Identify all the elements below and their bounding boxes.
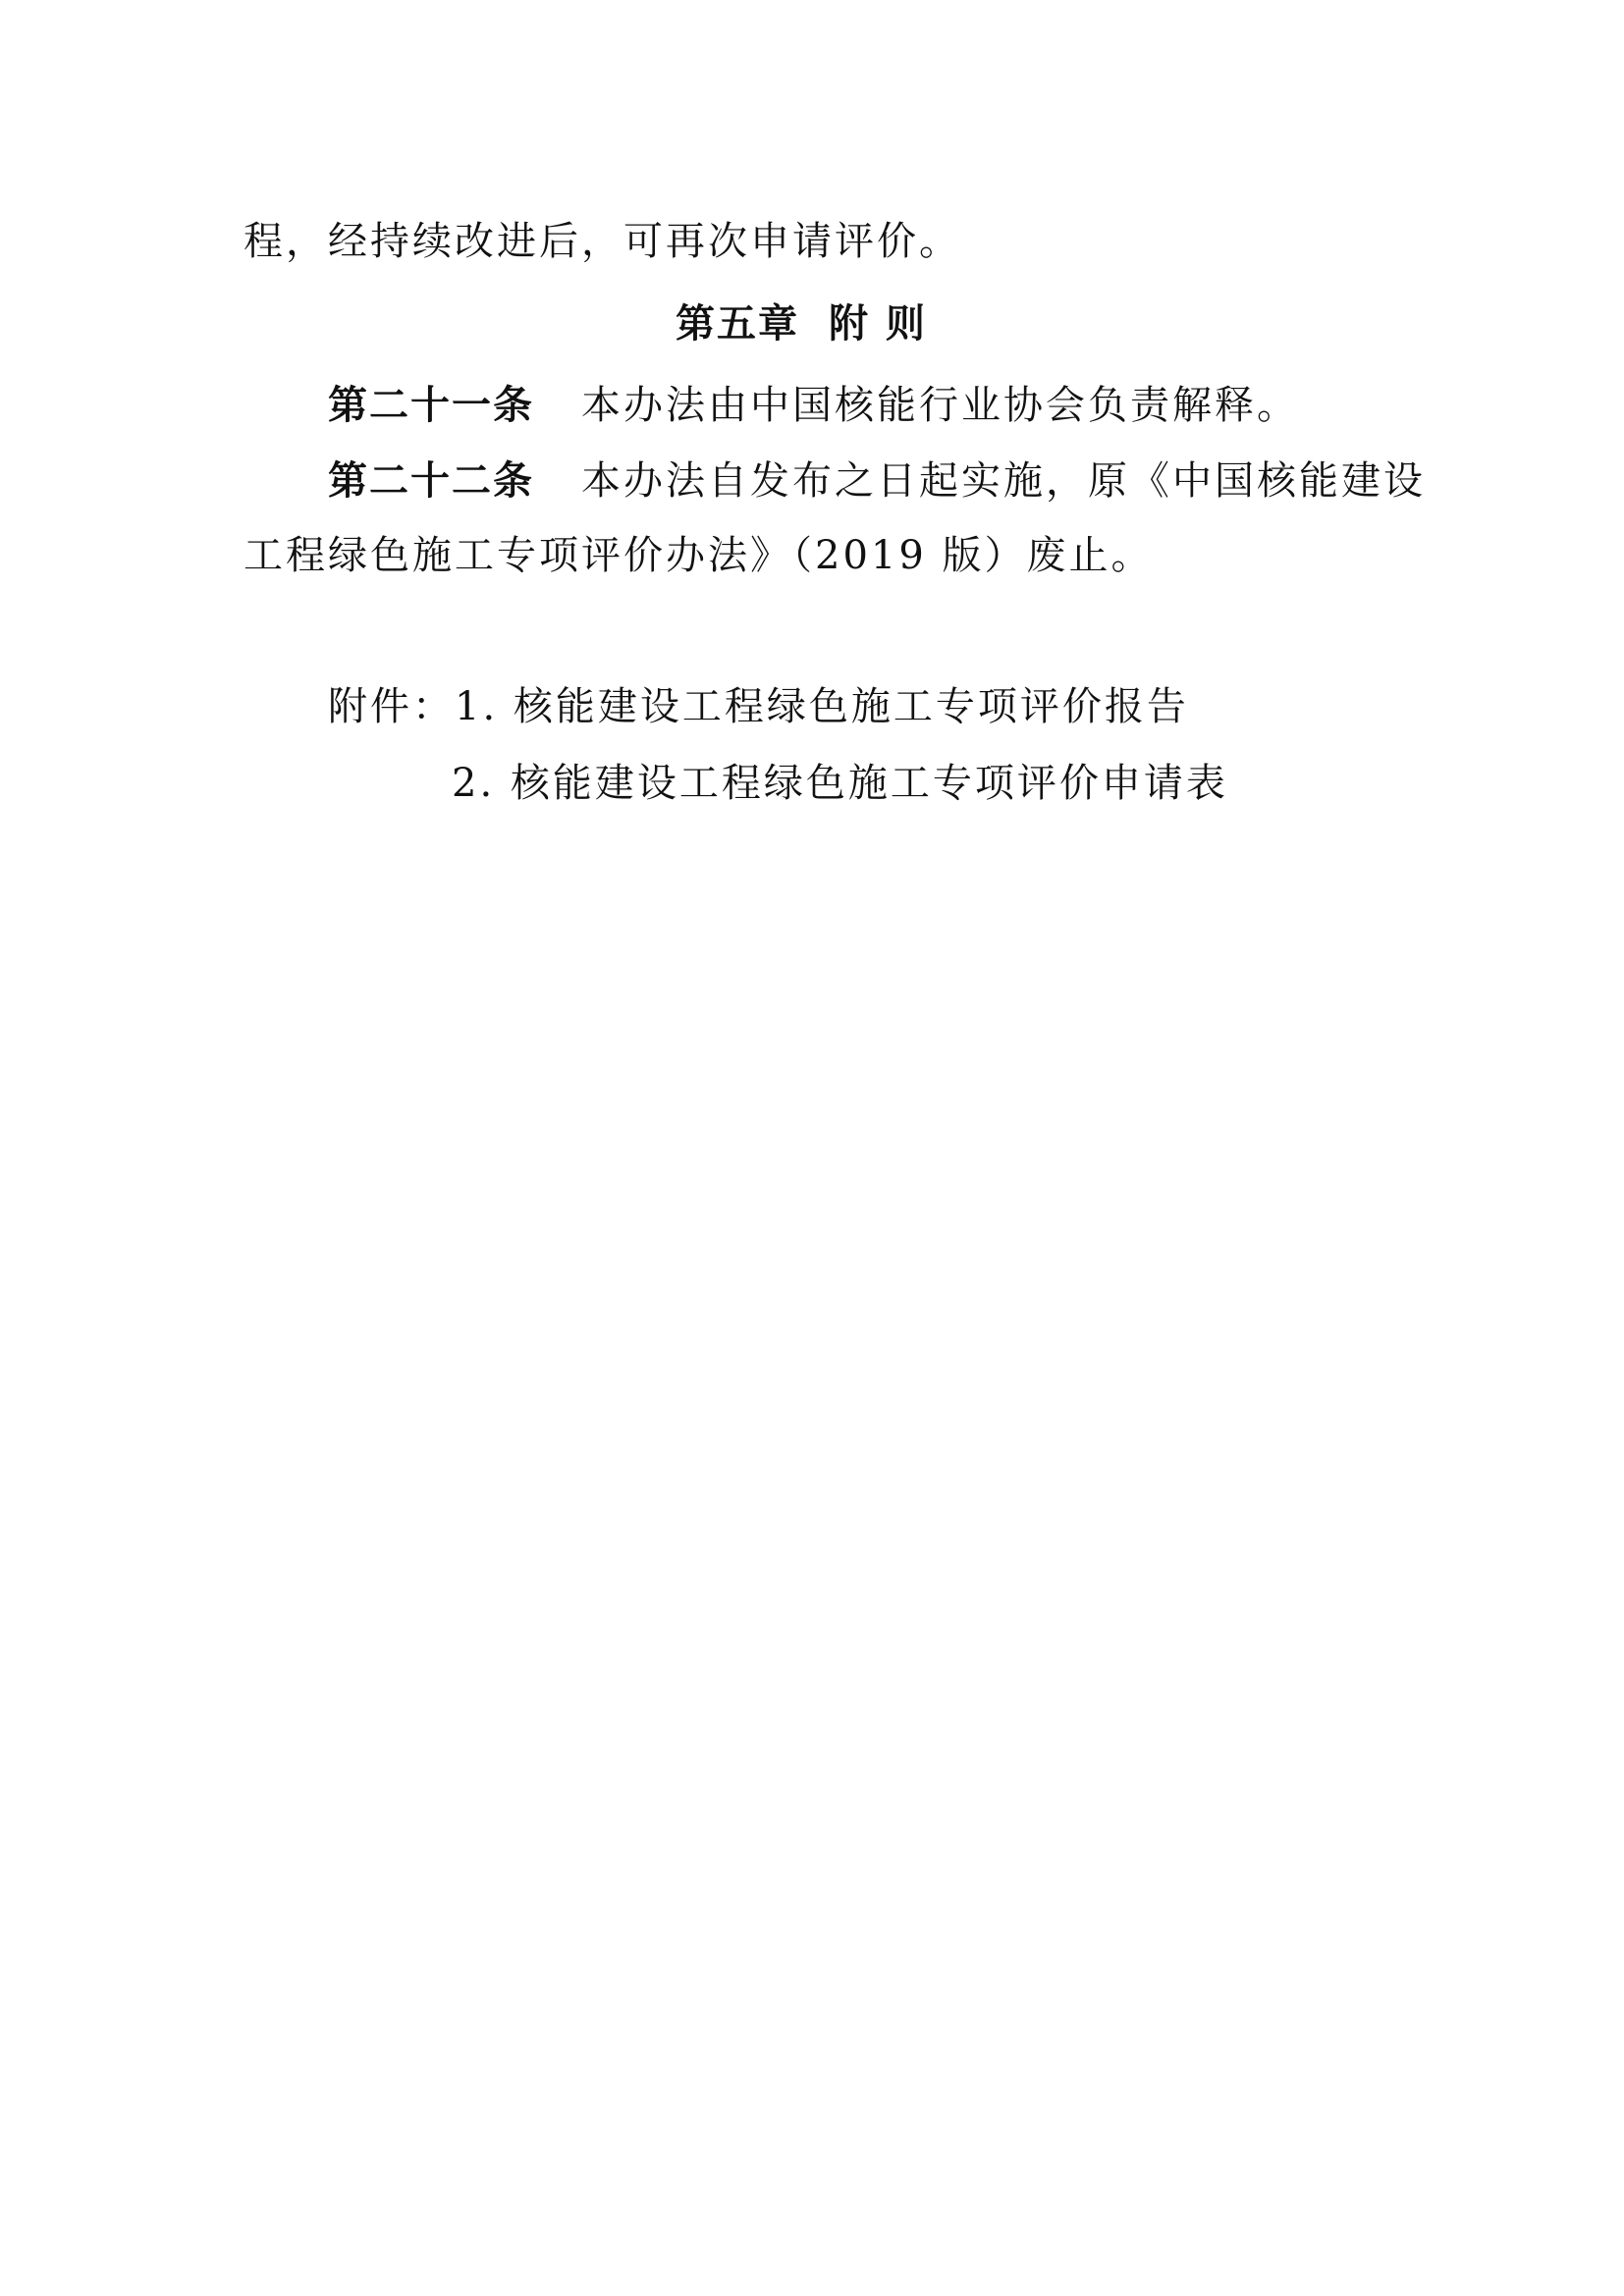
article-label: 第二十二条	[328, 458, 534, 504]
article-22-continuation: 工程绿色施工专项评价办法》（2019 版）废止。	[244, 533, 1154, 578]
article-text: 本办法由中国核能行业协会负责解释。	[581, 383, 1299, 428]
attachment-item	[328, 679, 1189, 734]
article-21	[328, 378, 1299, 433]
attachments-label: 附件：	[328, 684, 455, 729]
article-text: 本办法自发布之日起实施，原《中国核能建设	[581, 458, 1426, 504]
chapter-title: 附 则	[829, 301, 927, 347]
chapter-number: 第五章	[676, 301, 799, 347]
article-22	[328, 454, 1426, 508]
article-label: 第二十一条	[328, 383, 534, 428]
attachment-item: 2. 核能建设工程绿色施工专项评价申请表	[452, 761, 1228, 806]
attachment-item-text: 1. 核能建设工程绿色施工专项评价报告	[455, 684, 1189, 729]
chapter-heading	[676, 296, 927, 351]
continuation-paragraph: 程，经持续改进后，可再次申请评价。	[244, 219, 961, 264]
